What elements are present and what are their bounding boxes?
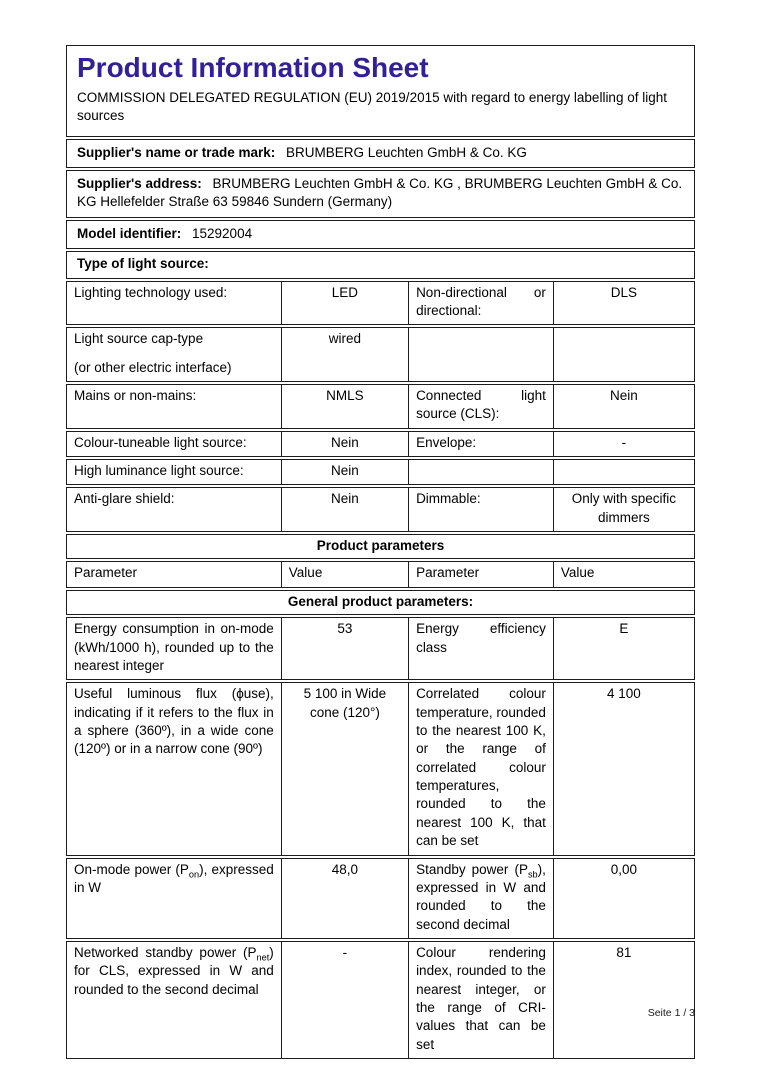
- table-row: [66, 384, 695, 429]
- param-label-cell: Colour-tuneable light source:: [74, 434, 247, 450]
- page-number: Seite 1 / 3: [647, 1007, 695, 1019]
- general-parameters-heading: General product parameters:: [66, 590, 695, 615]
- table-row: [66, 487, 695, 532]
- product-info-sheet: [66, 45, 695, 1061]
- page-title: Product Information Sheet: [77, 52, 429, 83]
- param-value-cell: [553, 460, 694, 484]
- table-row: [66, 459, 695, 485]
- model-identifier-row: [66, 220, 695, 249]
- param-label-cell: High luminance light source:: [74, 463, 244, 479]
- param-label-cell: Standby power $(P_{sb})$, expressed in W and rounded to the second decimal: [408, 859, 553, 938]
- table-row: [66, 431, 695, 457]
- header-block: [66, 45, 695, 137]
- column-header: Value: [281, 562, 408, 586]
- param-value-cell: Nein: [281, 488, 408, 531]
- table-row: [66, 327, 695, 382]
- param-value-cell: [553, 328, 694, 381]
- supplier-address-value: BRUMBERG Leuchten GmbH & Co. KG , BRUMBERG Leuchten GmbH & Co. KG Hellefelder Straße 63 59846 Sundern (Germany): [77, 176, 683, 210]
- param-label-cell: Dimmable:: [408, 488, 553, 531]
- model-identifier-label: Model identifier:: [77, 225, 182, 241]
- param-label-cell: On-mode power $(P_{on})$, expressed in W: [74, 861, 274, 895]
- column-header: Parameter: [74, 565, 138, 581]
- column-header-row: [66, 561, 695, 587]
- column-header: Parameter: [408, 562, 553, 586]
- cap-type-line1: Light source cap-type: [74, 331, 204, 347]
- type-of-light-source-heading: Type of light source:: [66, 251, 695, 278]
- model-identifier-value: 15292004: [192, 225, 253, 241]
- param-label-cell: [67, 328, 281, 381]
- table-row: [66, 941, 695, 1059]
- param-value-cell: 0,00: [553, 859, 694, 938]
- param-label-cell: Useful luminous flux (ϕuse), indicating if it refers to the flux in a sphere (360º), in a wide cone (120º) or in a narrow cone (90º): [74, 686, 274, 757]
- param-value-cell: E: [553, 618, 694, 679]
- param-value-cell: Only with specific dimmers: [553, 488, 694, 531]
- param-value-cell: Nein: [553, 385, 694, 428]
- supplier-address-label: Supplier's address:: [77, 176, 202, 192]
- cap-type-line2: (or other electric interface): [74, 359, 232, 375]
- supplier-name-row: [66, 139, 695, 168]
- param-label-cell: Envelope:: [408, 432, 553, 456]
- product-parameters-heading: Product parameters: [66, 534, 695, 559]
- table-row: [66, 858, 695, 939]
- param-value-cell: Nein: [281, 432, 408, 456]
- param-label-cell: Energy consumption in on-mode (kWh/1000 h), rounded up to the nearest integer: [74, 621, 274, 673]
- param-label-cell: Energy efficiency class: [408, 618, 553, 679]
- param-value-cell: 5 100 in Wide cone (120°): [281, 683, 408, 854]
- table-row: [66, 281, 695, 326]
- param-label-cell: Networked standby power $(P_{net})$ for CLS, expressed in W and rounded to the second decimal: [74, 944, 274, 997]
- supplier-name-label: Supplier's name or trade mark:: [77, 144, 276, 160]
- param-label-cell: Mains or non-mains:: [74, 387, 197, 403]
- param-value-cell: Nein: [281, 460, 408, 484]
- param-value-cell: -: [553, 432, 694, 456]
- param-label-cell: Non-directional or directional:: [408, 282, 553, 325]
- supplier-address-row: [66, 170, 695, 218]
- param-label-cell: Lighting technology used:: [74, 284, 228, 300]
- regulation-text: COMMISSION DELEGATED REGULATION (EU) 2019/2015 with regard to energy labelling of light sources: [77, 90, 667, 124]
- supplier-name-value: BRUMBERG Leuchten GmbH & Co. KG: [286, 144, 527, 160]
- param-label-cell: Connected light source (CLS):: [408, 385, 553, 428]
- param-value-cell: 81: [553, 942, 694, 1058]
- param-label-cell: [408, 328, 553, 381]
- table-row: [66, 617, 695, 680]
- param-value-cell: -: [281, 942, 408, 1058]
- param-value-cell: 53: [281, 618, 408, 679]
- param-value-cell: LED: [281, 282, 408, 325]
- param-value-cell: 48,0: [281, 859, 408, 938]
- param-value-cell: NMLS: [281, 385, 408, 428]
- param-value-cell: 4 100: [553, 683, 694, 854]
- param-label-cell: [408, 460, 553, 484]
- param-label-cell: Colour rendering index, rounded to the nearest integer, or the range of CRI-values that can be set: [408, 942, 553, 1058]
- table-row: [66, 682, 695, 855]
- column-header: Value: [553, 562, 694, 586]
- param-value-cell: wired: [281, 328, 408, 381]
- param-value-cell: DLS: [553, 282, 694, 325]
- param-label-cell: Anti-glare shield:: [74, 491, 175, 507]
- param-label-cell: Correlated colour temperature, rounded to the nearest 100 K, or the range of correlated colour temperatures, rounded to the nearest 100 K, that can be set: [408, 683, 553, 854]
